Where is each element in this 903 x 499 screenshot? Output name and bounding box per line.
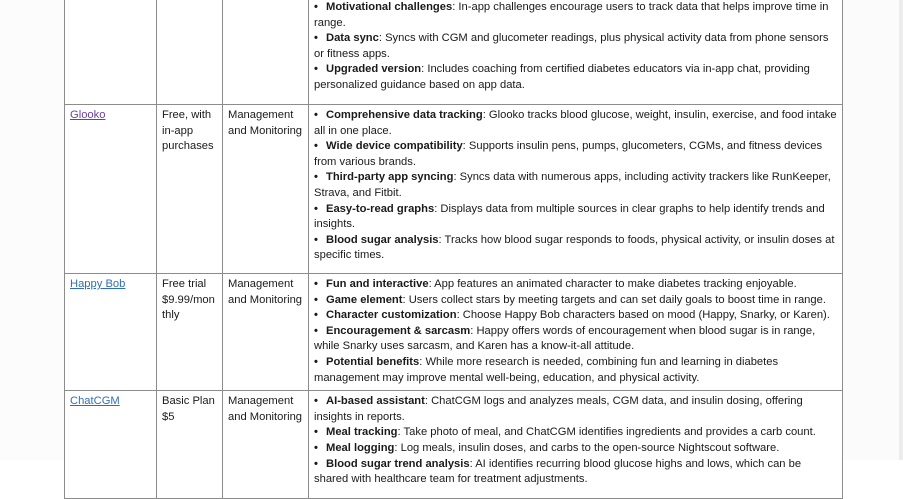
bullet-icon: • (314, 309, 318, 322)
app-name-cell (65, 105, 157, 274)
feature-text: : AI identifies recurring blood glucose highs and lows, which can be shared with healthcare team for treatment adjustments. (314, 457, 802, 486)
feature-title: Potential benefits (326, 355, 420, 368)
feature-text: : App features an animated character to make diabetes tracking enjoyable. (428, 278, 797, 290)
bullet-icon: • (314, 171, 318, 184)
list-item (314, 62, 837, 93)
feature-title: Data sync (326, 32, 379, 45)
price-cell (157, 0, 223, 105)
feature-text: : Syncs data with numerous apps, including activity trackers like RunKeeper, Strava, and Fitbit. (314, 171, 831, 199)
list-item (314, 170, 837, 201)
feature-title: Third-party app syncing (326, 171, 454, 184)
list-item (314, 108, 837, 139)
feature-title: Meal logging (326, 441, 395, 454)
feature-text: : Supports insulin pens, pumps, glucometers, CGMs, and fitness devices from various brands. (314, 140, 823, 168)
app-name-cell (65, 0, 157, 105)
feature-list (314, 394, 837, 488)
category-cell: Management and Monitoring (223, 105, 309, 274)
table-row (65, 105, 843, 274)
list-item (314, 394, 837, 425)
table-row (65, 0, 843, 105)
feature-text: : Glooko tracks blood glucose, weight, insulin, exercise, and food intake all in one place. (314, 109, 837, 137)
feature-title: Character customization (326, 309, 457, 322)
list-item (314, 233, 837, 264)
feature-text: : Log meals, insulin doses, and carbs to the open-source Nightscout software. (394, 441, 780, 454)
feature-text: : Take photo of meal, and ChatCGM identifies ingredients and provides a carb count. (397, 426, 816, 439)
list-item (314, 277, 837, 293)
feature-list (314, 277, 837, 386)
list-item (314, 202, 837, 233)
feature-text: : Choose Happy Bob characters based on mood (Happy, Snarky, or Karen). (456, 309, 830, 322)
bullet-icon: • (314, 278, 318, 290)
feature-text: : ChatCGM logs and analyzes meals, CGM data, and insulin dosing, offering insights in reports. (314, 395, 803, 423)
category-cell (223, 0, 309, 105)
feature-title: Upgraded version (326, 63, 422, 76)
feature-title: Motivational challenges (326, 1, 453, 13)
feature-title: Encouragement & sarcasm (326, 324, 471, 337)
category-cell: Management and Monitoring (223, 391, 309, 499)
table-row (65, 391, 843, 499)
list-item (314, 139, 837, 170)
glooko-link[interactable]: Glooko (70, 109, 106, 121)
page-left-margin (0, 0, 64, 460)
bullet-icon: • (314, 233, 318, 246)
list-item (314, 0, 837, 31)
feature-title: Blood sugar analysis (326, 233, 439, 246)
bullet-icon: • (314, 32, 318, 45)
bullet-icon: • (314, 426, 318, 439)
list-item (314, 31, 837, 62)
bullet-icon: • (314, 109, 318, 121)
feature-title: Blood sugar trend analysis (326, 457, 470, 470)
category-cell: Management and Monitoring (223, 274, 309, 391)
bullet-icon: • (314, 441, 318, 454)
bullet-icon: • (314, 63, 318, 76)
features-cell (309, 0, 843, 105)
bullet-icon: • (314, 140, 318, 153)
feature-title: Fun and interactive (326, 278, 429, 290)
list-item (314, 441, 837, 457)
bullet-icon: • (314, 293, 318, 306)
price-cell: Basic Plan $5 (157, 391, 223, 499)
bullet-icon: • (314, 457, 318, 470)
features-cell (309, 105, 843, 274)
list-item (314, 324, 837, 355)
feature-text: : Tracks how blood sugar responds to foods, physical activity, or insulin doses at specific times. (314, 233, 835, 262)
app-name-cell (65, 274, 157, 391)
app-name-cell (65, 391, 157, 499)
feature-text: : Users collect stars by meeting targets and can set daily goals to boost time in range. (402, 293, 826, 306)
feature-title: Meal tracking (326, 426, 398, 439)
features-cell (309, 391, 843, 499)
feature-list (314, 0, 837, 94)
features-cell (309, 274, 843, 391)
chatcgm-link[interactable]: ChatCGM (70, 395, 120, 408)
feature-text: : While more research is needed, combining fun and learning in diabetes management may improve mental well-being, education, and physical activity. (314, 355, 779, 384)
feature-list (314, 108, 837, 264)
feature-text: : Syncs with CGM and glucometer readings, plus physical activity data from phone sensors or fitness apps. (314, 32, 829, 60)
feature-text: : Happy offers words of encouragement when blood sugar is in range, while Snarky uses sarcasm, and Karen has a know-it-all attitude. (314, 324, 816, 353)
feature-title: Comprehensive data tracking (326, 109, 483, 121)
feature-text: : In-app challenges encourage users to track data that helps improve time in range. (314, 1, 829, 29)
list-item (314, 293, 837, 309)
feature-text: : Includes coaching from certified diabetes educators via in-app chat, providing personalized guidance based on app data. (314, 63, 810, 91)
price-cell: Free, with in-app purchases (157, 105, 223, 274)
feature-title: Easy-to-read graphs (326, 202, 435, 215)
table-row (65, 274, 843, 391)
list-item (314, 425, 837, 441)
price-cell: Free trial $9.99/monthly (157, 274, 223, 391)
list-item (314, 457, 837, 488)
page-right-margin (842, 0, 899, 460)
feature-title: Game element (326, 293, 403, 306)
apps-comparison-table (64, 0, 843, 499)
list-item (314, 355, 837, 386)
vertical-scrollbar[interactable] (899, 0, 903, 460)
feature-text: : Displays data from multiple sources in clear graphs to help identify trends and insights. (314, 202, 825, 231)
feature-title: Wide device compatibility (326, 140, 463, 153)
bullet-icon: • (314, 395, 318, 408)
feature-title: AI-based assistant (326, 395, 425, 408)
bullet-icon: • (314, 1, 318, 13)
list-item (314, 308, 837, 324)
bullet-icon: • (314, 355, 318, 368)
bullet-icon: • (314, 324, 318, 337)
bullet-icon: • (314, 202, 318, 215)
happy-bob-link[interactable]: Happy Bob (70, 278, 126, 290)
